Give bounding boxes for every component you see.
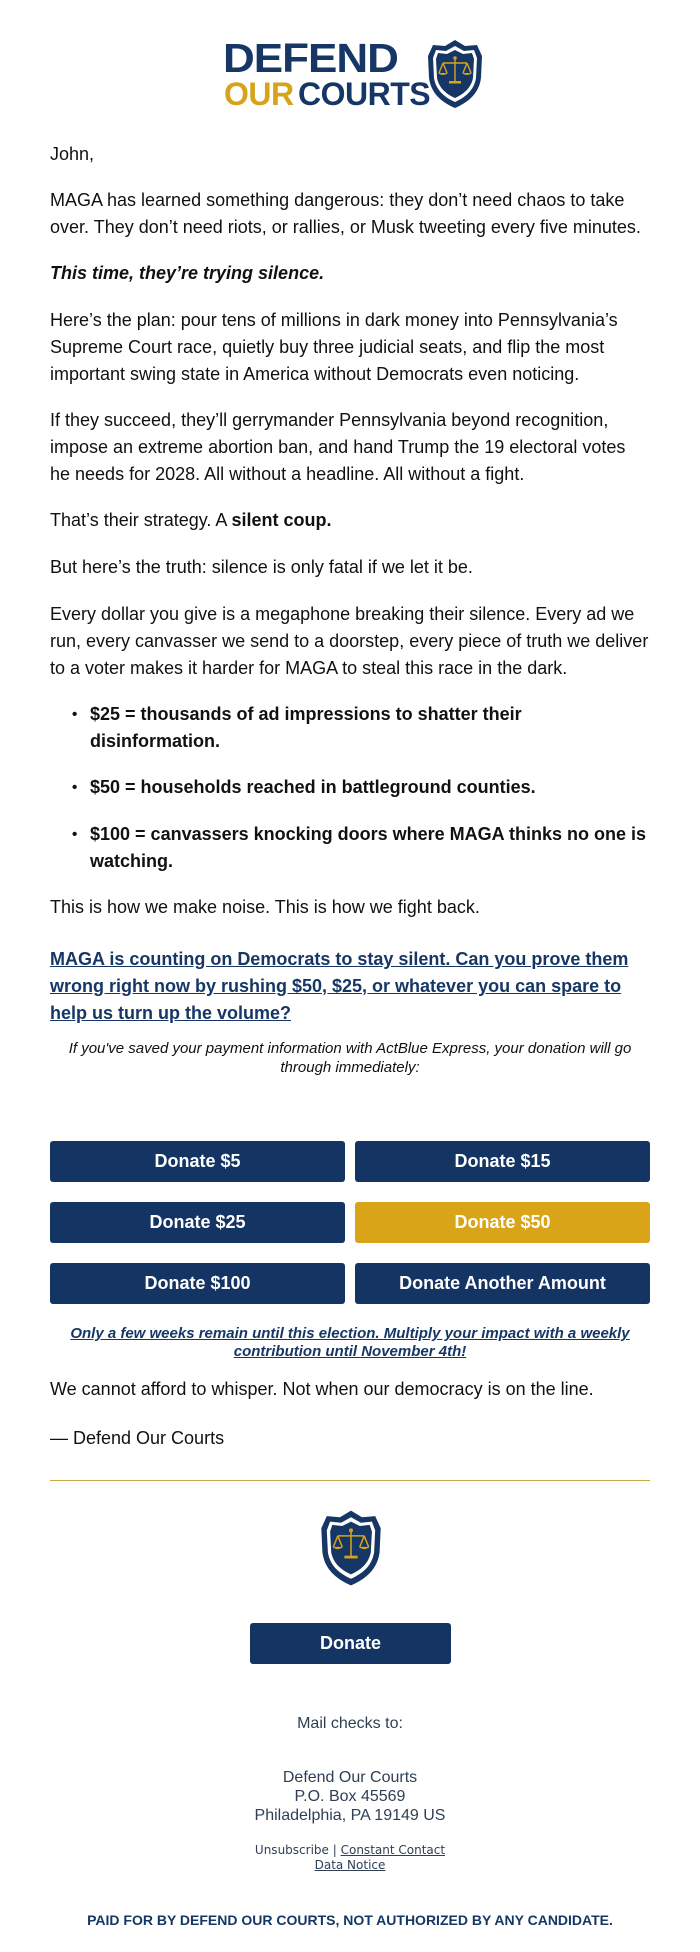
address-line-1: Defend Our Courts (282, 1769, 418, 1786)
paragraph-emphasis: This time, they’re trying silence. (50, 263, 325, 283)
closing-line: We cannot afford to whisper. Not when our democracy is on the line. (50, 1379, 594, 1399)
logo-text-our: OUR (224, 76, 294, 112)
paragraph-strategy (50, 507, 650, 534)
weekly-contribution-link[interactable]: Only a few weeks remain until this election. Multiply your impact with a weekly contribution until November 4th! (70, 1325, 630, 1360)
mail-checks-label: Mail checks to: (297, 1715, 403, 1732)
shield-scales-icon (425, 38, 485, 110)
paid-for-disclaimer: PAID FOR BY DEFEND OUR COURTS, NOT AUTHORIZED BY ANY CANDIDATE. (87, 1912, 613, 1928)
logo-text-defend: DEFEND (223, 36, 398, 82)
bullet-item-50: • $50 = households reached in battleground counties. (50, 774, 650, 801)
footer-links-row (50, 1843, 650, 1858)
paragraph-truth: But here’s the truth: silence is only fatal if we let it be. (50, 557, 473, 577)
unsubscribe-link[interactable]: Unsubscribe (254, 1843, 329, 1857)
donate-50-button[interactable]: Donate $50 (355, 1202, 650, 1243)
donate-25-button[interactable]: Donate $25 (50, 1202, 345, 1243)
donate-100-button[interactable]: Donate $100 (50, 1263, 345, 1304)
link-separator: | (332, 1843, 337, 1857)
greeting: John, (50, 144, 95, 164)
paragraph-dollar: Every dollar you give is a megaphone breaking their silence. Every ad we run, every canvasser we send to a doorstep, every piece of truth we deliver to a voter makes it harder for MAGA to steal this race in the dark. (50, 604, 649, 678)
donate-5-button[interactable]: Donate $5 (50, 1141, 345, 1182)
paragraph-fight-back: This is how we make noise. This is how we fight back. (50, 897, 480, 917)
constant-contact-link[interactable]: Constant Contact (340, 1843, 446, 1857)
address-line-2: P.O. Box 45569 (294, 1788, 406, 1805)
data-notice-row (50, 1858, 650, 1873)
paragraph-consequences: If they succeed, they’ll gerrymander Pennsylvania beyond recognition, impose an extreme abortion ban, and hand Trump the 19 electoral votes he needs for 2028. All without a headline. All without a fight. (50, 410, 626, 484)
address-line-3: Philadelphia, PA 19149 US (254, 1807, 446, 1824)
strategy-plain-text: That’s their strategy. A (50, 510, 232, 530)
paragraph-intro: MAGA has learned something dangerous: they don’t need chaos to take over. They don’t need riots, or rallies, or Musk tweeting every five minutes. (50, 190, 641, 237)
defend-our-courts-logo (223, 36, 488, 114)
logo-text-courts: COURTS (298, 76, 431, 112)
signature: — Defend Our Courts (50, 1428, 225, 1448)
bullet-item-100: • $100 = canvassers knocking doors where MAGA thinks no one is watching. (50, 821, 650, 875)
donate-15-button[interactable]: Donate $15 (355, 1141, 650, 1182)
paragraph-plan: Here’s the plan: pour tens of millions in dark money into Pennsylvania’s Supreme Court race, quietly buy three judicial seats, and flip the most important swing state in America without Democrats even noticing. (50, 310, 618, 384)
footer-donate-button[interactable]: Donate (250, 1623, 451, 1664)
donate-another-amount-button[interactable]: Donate Another Amount (355, 1263, 650, 1304)
gold-divider (50, 1480, 650, 1481)
donate-cta-link[interactable]: MAGA is counting on Democrats to stay silent. Can you prove them wrong right now by rushing $50, $25, or whatever you can spare to help us turn up the volume? (50, 949, 629, 1023)
footer-shield-scales-icon (318, 1508, 384, 1588)
bullet-item-25: • $25 = thousands of ad impressions to shatter their disinformation. (50, 701, 650, 755)
data-notice-link[interactable]: Data Notice (314, 1858, 386, 1872)
strategy-bold-text: silent coup. (231, 510, 332, 530)
actblue-express-note: If you've saved your payment information with ActBlue Express, your donation will go through immediately: (68, 1040, 632, 1076)
